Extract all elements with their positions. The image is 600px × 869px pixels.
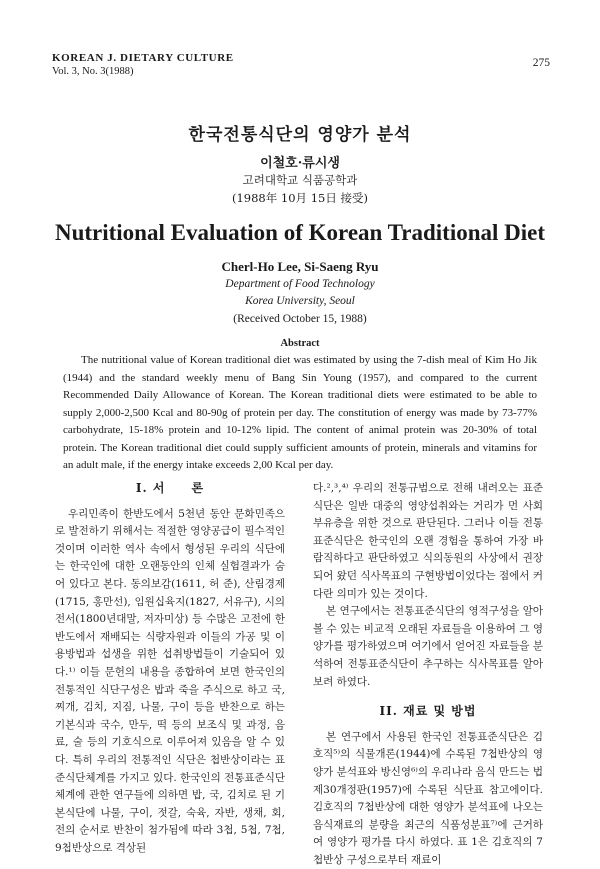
section-heading-methods: II. 재료 및 방법 <box>379 704 477 719</box>
journal-header <box>52 52 234 78</box>
english-department: Department of Food Technology <box>225 278 375 290</box>
introduction-paragraph: 우리민족이 한반도에서 5천년 동안 문화민족으로 발전하기 위해서는 적절한 영양공급이 필수적인 것이며 이러한 역사 속에서 형성된 우리의 식단에는 한국인에 대한 오랜동안의 인체 실험결과가 숨어 있다고 본다. 동의보감(1611, 허 준), 산림경제(1715, 홍만선), 임원십육지(1827, 서유구), 시의전서(1800년대말, 저자미상) 등 수많은 고전에 한반도에서 재배되는 식량자원과 이들의 가공 및 이용방법과 섭생을 위한 섭취방법들이 기술되어 있다.¹⁾ 이들 문헌의 내용을 종합하여 보면 한국인의 전통적인 식단구성은 밥과 죽을 주식으로 하고 국, 찌개, 김치, 지짐, 나물, 구이 등을 반찬으로 하는 기본식과 국수, 만두, 떡 등의 보조식 및 과정, 음료, 술 등의 기호식으로 이루어져 있음을 알 수 있다. 특히 우리의 전통적인 식단은 첩반상이라는 표준식단체계를 가지고 있다. 한국인의 전통표준식단체계에 관한 연구들에 의하면 밥, 국, 김치로 된 기본식단에 나물, 구이, 젓갈, 숙육, 자반, 생채, 회, 전의 순서로 반찬이 첨가됨에 따라 3첩, 5첩, 7첩, 9첩반상으로 격상된 <box>55 507 285 854</box>
abstract-body: The nutritional value of Korean traditional diet was estimated by using the 7-dish meal of Kim Ho Jik (1944) and the standard weekly menu of Bang Sin Young (1957), and compared to the current Recommended Daily Allowance of Korean. The Korean traditional diets were estimated to be able to supply 2,000-2,500 Kcal and 80-90g of protein per day. The constitution of energy was made by 73-77% carbohydrate, 15-18% protein and 10-12% lipid. The content of animal protein was 20-30% of total protein. The Korean traditional diet could supply sufficient amounts of protein, minerals and vitamins for an adult male, if the energy intake exceeds 2,00 Kcal per day. <box>63 354 537 471</box>
korean-title: 한국전통식단의 영양가 분석 <box>188 125 412 145</box>
introduction-continued-paragraph: 다.²,³,⁴⁾ 우리의 전통규범으로 전해 내려오는 표준식단은 일반 대중의 영양섭취와는 거리가 먼 사회 부유층을 위한 것으로 판단된다. 그러나 이들 전통표준식단은 한국인의 오랜 경험을 통하여 가장 바람직하다고 판단하였고 식의동원의 사상에서 권장되어 왔던 식사목표의 구현방법이었다는 점에서 커다란 의미가 있는 것이다. <box>313 482 543 600</box>
korean-affiliation: 고려대학교 식품공학과 <box>242 173 358 187</box>
section-heading-introduction: I. 서 론 <box>135 481 205 495</box>
english-authors: Cherl-Ho Lee, Si-Saeng Ryu <box>221 259 379 274</box>
journal-name: KOREAN J. DIETARY CULTURE <box>52 52 234 64</box>
korean-received-date: (1988年 10月 15日 接受) <box>232 191 368 205</box>
english-title: Nutritional Evaluation of Korean Traditional Diet <box>54 220 546 245</box>
page-number: 275 <box>532 57 550 69</box>
methods-paragraph: 본 연구에서 사용된 한국인 전통표준식단은 김호직⁵⁾의 식물개론(1944)에 수록된 7첩반상의 영양가 분석표와 방신영⁶⁾의 우리나라 음식 만드는 법 제30개정판(1957)에 수록된 식단표 참고에이다. 김호직의 7첩반상에 대한 영양가 분석표에 나오는 음식재료의 분량을 최근의 식품성분표⁷⁾에 근거하여 영양가 평가를 다시 하였다. 표 1은 김호직의 7첩반상 구성으로부터 재료이 <box>313 730 543 866</box>
korean-authors: 이철호·류시생 <box>260 156 340 171</box>
body-column-left <box>55 480 285 857</box>
english-received-date: (Received October 15, 1988) <box>233 313 367 325</box>
abstract-heading: Abstract <box>280 338 320 349</box>
english-university: Korea University, Seoul <box>245 295 355 307</box>
journal-volume: Vol. 3, No. 3(1988) <box>52 66 134 77</box>
body-column-right <box>313 480 543 869</box>
introduction-aim-paragraph: 본 연구에서는 전통표준식단의 영적구성을 알아 볼 수 있는 비교적 오래된 자료들을 이용하여 그 영양가를 평가하였으며 여기에서 얻어진 자료들을 분석하여 전통표준식단이 추구하는 식사목표를 알아보려 하였다. <box>313 605 543 688</box>
